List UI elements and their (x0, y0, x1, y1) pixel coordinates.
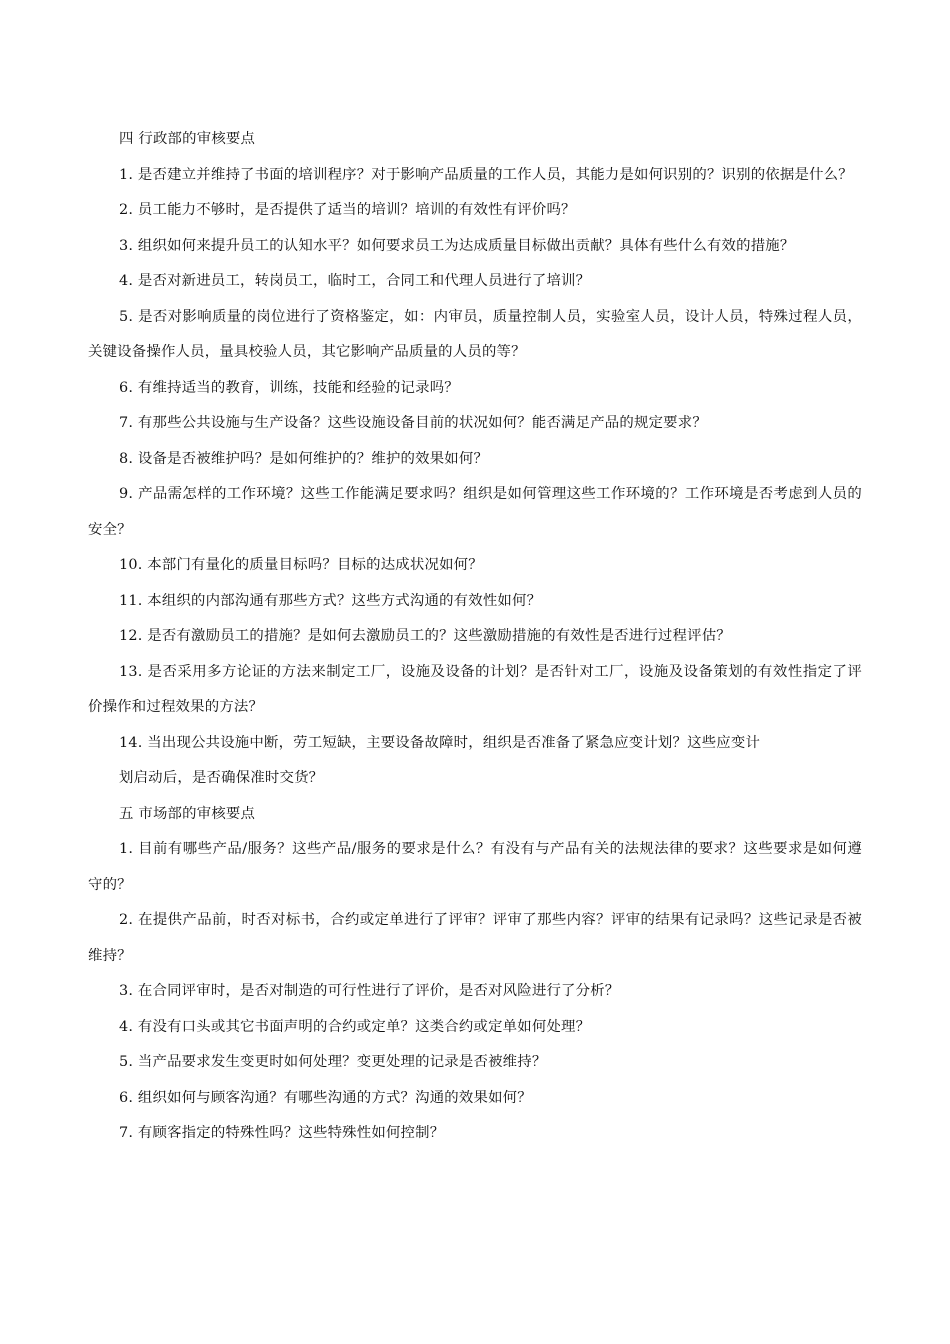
admin-item-12: 12. 是否有激励员工的措施？是如何去激励员工的？这些激励措施的有效性是否进行过程评估？ (119, 628, 731, 644)
admin-item-7: 7. 有那些公共设施与生产设备？这些设施设备目前的状况如何？能否满足产品的规定要求？ (119, 415, 707, 431)
section-heading-marketing: 五 市场部的审核要点 (119, 805, 256, 822)
admin-item-13: 13. 是否采用多方论证的方法来制定工厂，设施及设备的计划？是否针对工厂，设施及设备策划的有效性指定了评价操作和过程效果的方法？ (88, 663, 862, 715)
admin-item-14 (88, 726, 862, 797)
marketing-item-4: 4. 有没有口头或其它书面声明的合约或定单？这类合约或定单如何处理？ (119, 1018, 591, 1035)
section-heading-admin: 四 行政部的审核要点 (119, 131, 256, 147)
admin-item-5: 5. 是否对影响质量的岗位进行了资格鉴定，如：内审员，质量控制人员，实验室人员，设计人员，特殊过程人员，关键设备操作人员，量具校验人员，其它影响产品质量的人员的等？ (88, 308, 862, 360)
admin-item-14-line-1: 14. 当出现公共设施中断，劳工短缺，主要设备故障时，组织是否准备了紧急应变计划？这些应变计 (119, 734, 761, 751)
marketing-item-7: 7. 有顾客指定的特殊性吗？这些特殊性如何控制？ (119, 1125, 445, 1141)
admin-item-11: 11. 本组织的内部沟通有那些方式？这些方式沟通的有效性如何？ (119, 592, 542, 609)
admin-item-14-line-2: 划启动后，是否确保准时交货？ (119, 770, 324, 786)
admin-item-3: 3. 组织如何来提升员工的认知水平？如何要求员工为达成质量目标做出贡献？具体有些什么有效的措施？ (119, 237, 795, 254)
admin-item-1: 1. 是否建立并维持了书面的培训程序？对于影响产品质量的工作人员，其能力是如何识别的？识别的依据是什么？ (119, 166, 853, 183)
admin-item-6: 6. 有维持适当的教育，训练，技能和经验的记录吗？ (119, 379, 459, 396)
marketing-item-5: 5. 当产品要求发生变更时如何处理？变更处理的记录是否被维持？ (119, 1054, 547, 1070)
marketing-item-2: 2. 在提供产品前，时否对标书，合约或定单进行了评审？评审了那些内容？评审的结果有记录吗？这些记录是否被维持？ (88, 912, 862, 964)
document-body (88, 122, 862, 1152)
admin-item-8: 8. 设备是否被维护吗？是如何维护的？维护的效果如何？ (119, 450, 489, 467)
admin-item-4: 4. 是否对新进员工，转岗员工，临时工，合同工和代理人员进行了培训？ (119, 273, 591, 289)
admin-item-2: 2. 员工能力不够时，是否提供了适当的培训？培训的有效性有评价吗？ (119, 202, 576, 218)
marketing-item-3: 3. 在合同评审时，是否对制造的可行性进行了评价，是否对风险进行了分析？ (119, 983, 620, 999)
marketing-item-1: 1. 目前有哪些产品/服务？这些产品/服务的要求是什么？有没有与产品有关的法规法律的要求？这些要求是如何遵守的？ (88, 841, 862, 893)
admin-item-10: 10. 本部门有量化的质量目标吗？目标的达成状况如何？ (119, 557, 483, 573)
marketing-item-6: 6. 组织如何与顾客沟通？有哪些沟通的方式？沟通的效果如何？ (119, 1089, 532, 1106)
admin-item-9: 9. 产品需怎样的工作环境？这些工作能满足要求吗？组织是如何管理这些工作环境的？工作环境是否考虑到人员的安全？ (88, 486, 862, 538)
